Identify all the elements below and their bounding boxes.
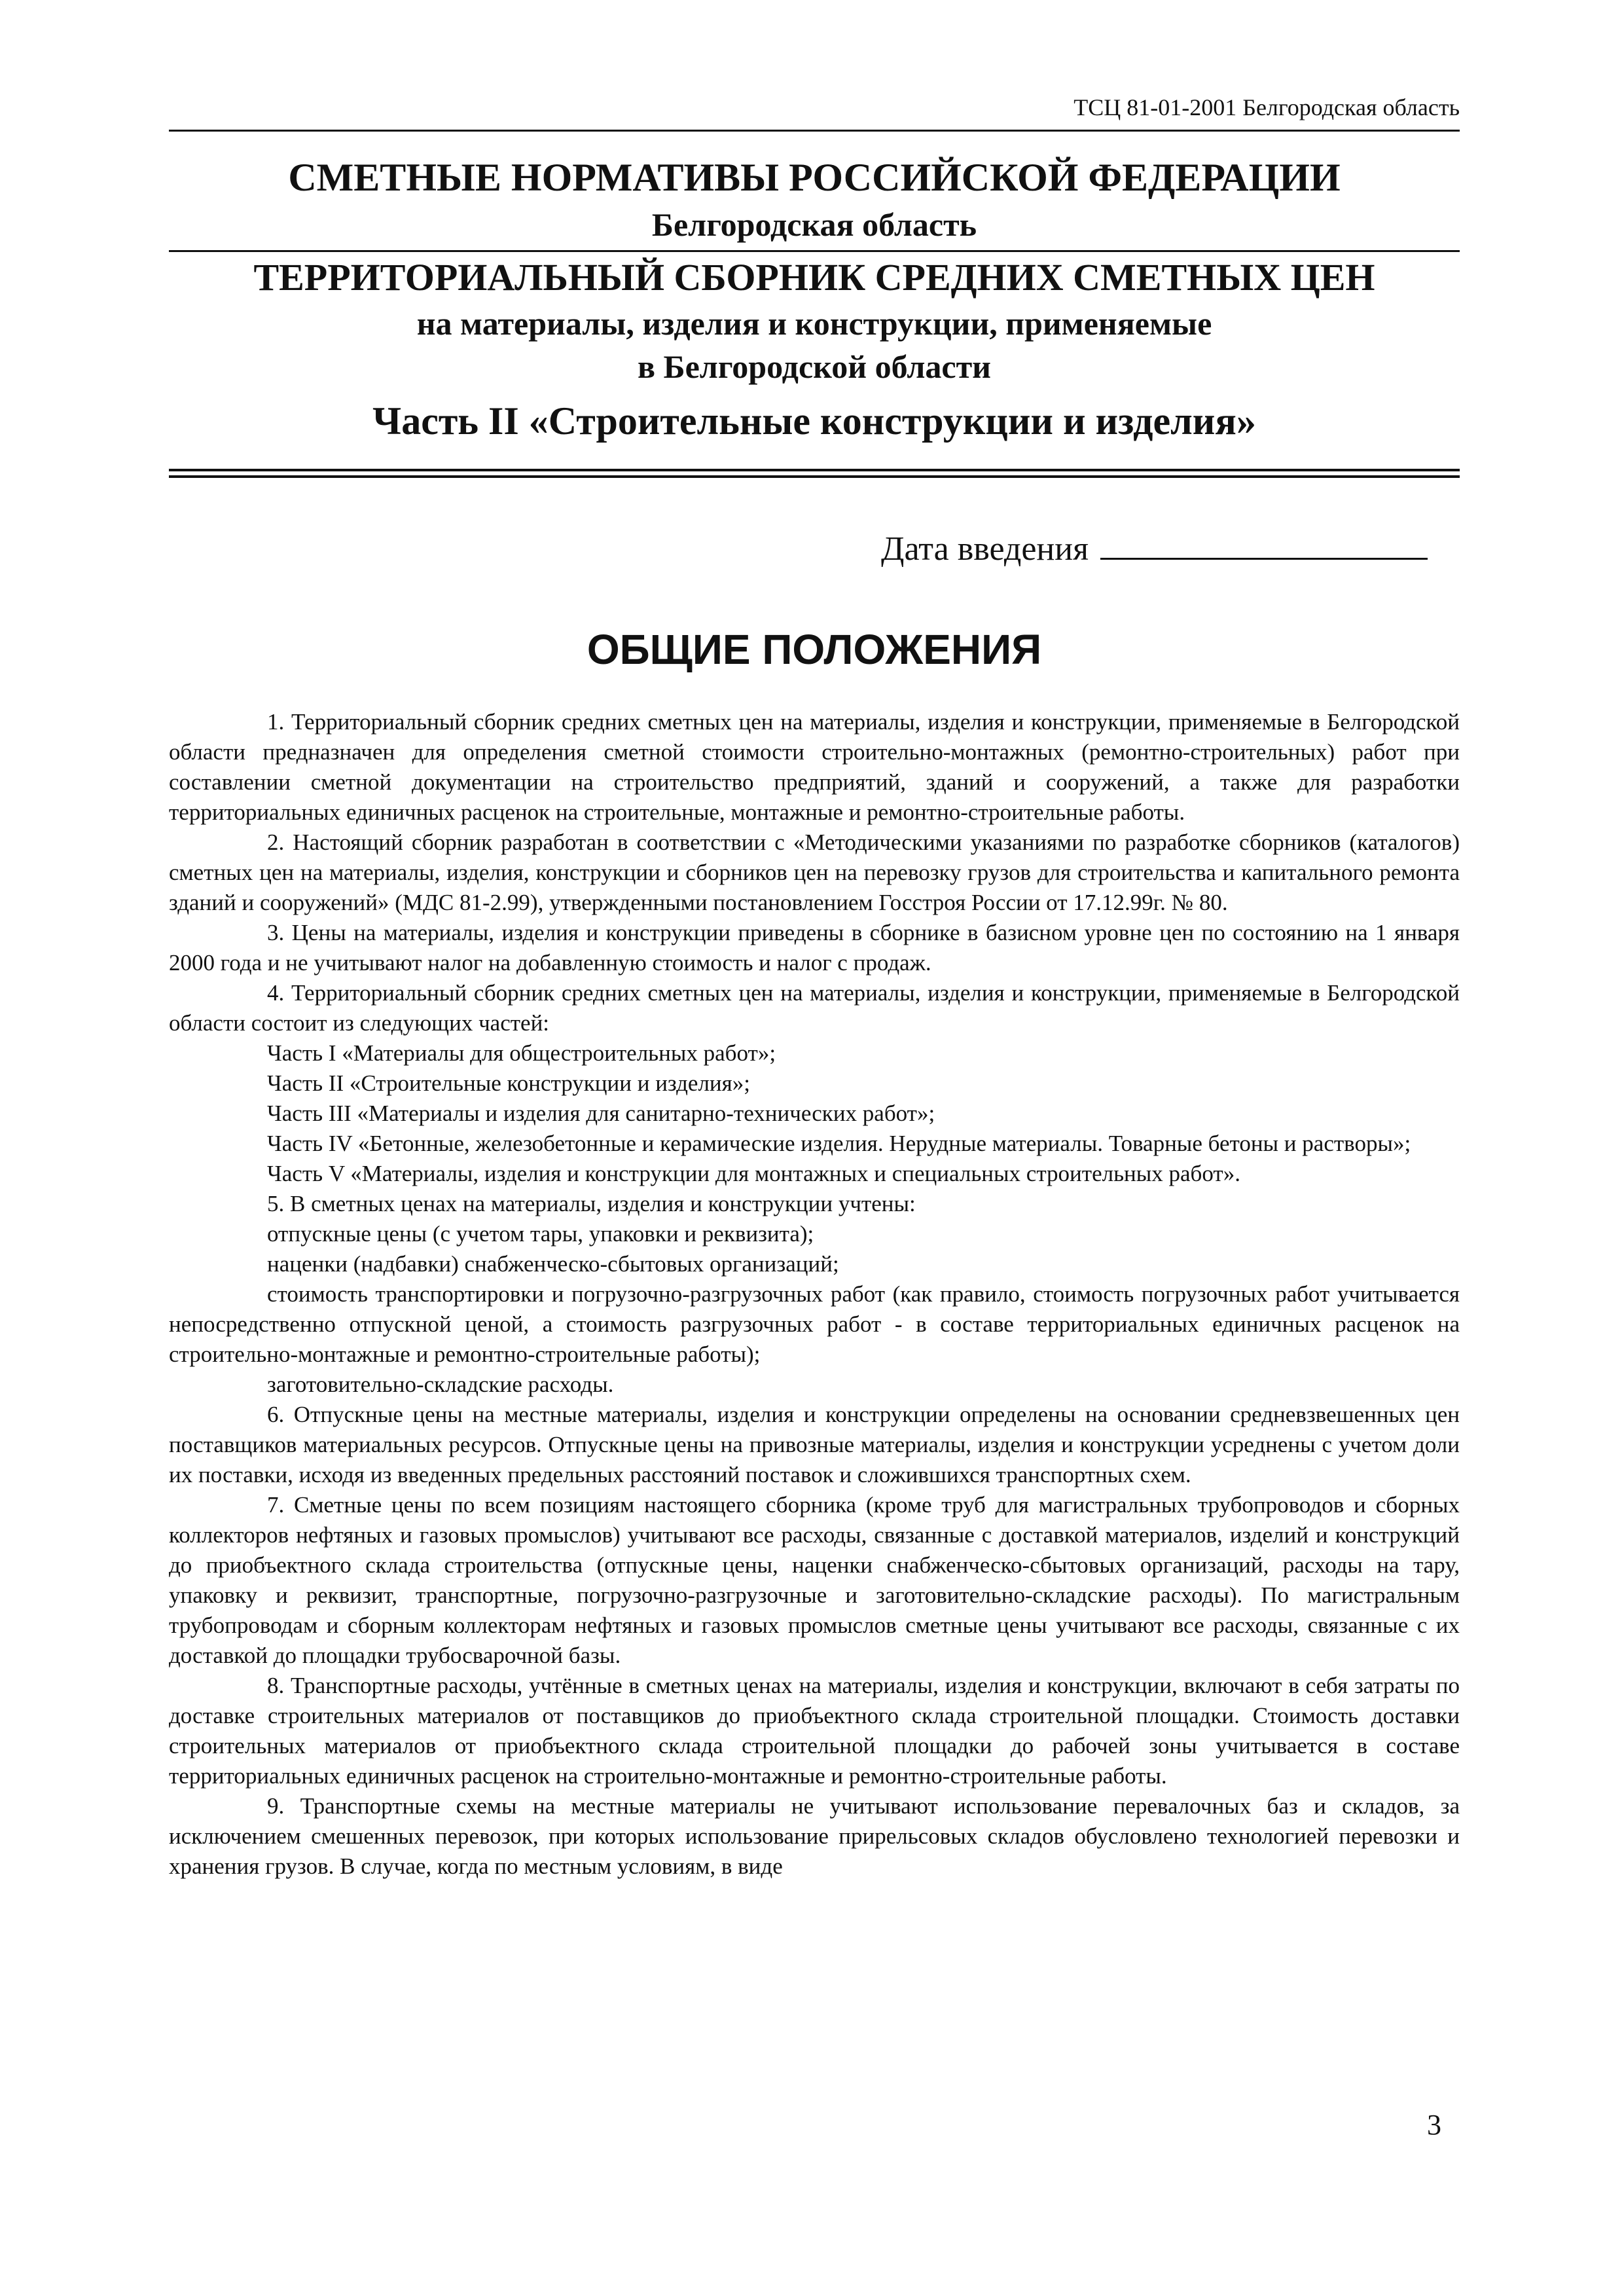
body-text: [169, 707, 1460, 1882]
paragraph: 3. Цены на материалы, изделия и конструкции приведены в сборнике в базисном уровне цен по состоянию на 1 января 2000 года и не учитывают налог на добавленную стоимость и налог с продаж.: [169, 920, 1460, 975]
paragraph: 1. Территориальный сборник средних сметных цен на материалы, изделия и конструкции, применяемые в Белгородской области предназначен для определения сметной стоимости строительно-монтажных (ремонтно-строительных) работ при составлении сметной документации на строительство предприятий, зданий и сооружений, а также для разработки территориальных единичных расценок на строительные, монтажные и ремонтно-строительные работы.: [169, 709, 1460, 825]
paragraph: 9. Транспортные схемы на местные материалы не учитывают использование перевалочных баз и складов, за исключением смешенных перевозок, при которых использование прирельсовых складов обусловлено технологией перевозки и хранения грузов. В случае, когда по местным условиям, в виде: [169, 1793, 1460, 1879]
paragraph: 2. Настоящий сборник разработан в соответствии с «Методическими указаниями по разработке сборников (каталогов) сметных цен на материалы, изделия, конструкции и сборников цен на перевозку грузов для строительства и капитального ремонта зданий и сооружений» (МДС 81-2.99), утвержденными постановлением Госстроя России от 17.12.99г. № 80.: [169, 829, 1460, 915]
paragraph: 6. Отпускные цены на местные материалы, изделия и конструкции определены на основании средневзвешенных цен поставщиков материальных ресурсов. Отпускные цены на привозные материалы, изделия и конструкции усреднены с учетом доли их поставки, исходя из введенных предельных расстояний поставок и сложившихся транспортных схем.: [169, 1402, 1460, 1487]
list-item-part: Часть II «Строительные конструкции и изделия»;: [267, 1070, 750, 1096]
title-block: [169, 152, 1460, 450]
double-rule-divider: [169, 469, 1460, 478]
list-item-part: Часть III «Материалы и изделия для санитарно-технических работ»;: [267, 1101, 935, 1126]
page-number: 3: [1427, 2109, 1441, 2141]
title-region: Белгородская область: [169, 203, 1460, 252]
title-subtitle-line1: на материалы, изделия и конструкции, применяемые: [416, 305, 1212, 342]
paragraph: 4. Территориальный сборник средних сметных цен на материалы, изделия и конструкции, применяемые в Белгородской области состоит из следующих частей:: [169, 980, 1460, 1036]
list-item: отпускные цены (с учетом тары, упаковки и реквизита);: [267, 1221, 814, 1247]
list-item-part: Часть V «Материалы, изделия и конструкции для монтажных и специальных строительных работ».: [267, 1161, 1240, 1186]
section-heading: ОБЩИЕ ПОЛОЖЕНИЯ: [586, 626, 1042, 673]
title-subtitle-line2: в Белгородской области: [638, 348, 991, 385]
list-item-part: Часть IV «Бетонные, железобетонные и керамические изделия. Нерудные материалы. Товарные бетоны и растворы»;: [267, 1131, 1411, 1156]
effective-date-label: Дата введения: [881, 530, 1089, 568]
list-item-part: Часть I «Материалы для общестроительных работ»;: [267, 1040, 776, 1066]
list-item: стоимость транспортировки и погрузочно-разгрузочных работ (как правило, стоимость погрузочных работ учитывается непосредственно отпускной ценой, а стоимость разгрузочных работ - в составе территориальных единичных расценок на строительно-монтажные и ремонтно-строительные работы);: [169, 1281, 1460, 1367]
running-header: ТСЦ 81-01-2001 Белгородская область: [169, 92, 1460, 132]
list-item: заготовительно-складские расходы.: [267, 1372, 614, 1397]
title-collection: ТЕРРИТОРИАЛЬНЫЙ СБОРНИК СРЕДНИХ СМЕТНЫХ ЦЕН: [253, 256, 1375, 299]
paragraph: 7. Сметные цены по всем позициям настоящего сборника (кроме труб для магистральных трубопроводов и сборных коллекторов нефтяных и газовых промыслов) учитывают все расходы, связанные с доставкой материалов, изделий и конструкций до приобъектного склада строительства (отпускные цены, наценки снабженческо-сбытовых организаций, расходы на тару, упаковку и реквизит, транспортные, погрузочно-разгрузочные и заготовительно-складские расходы). По магистральным трубопроводам и сборным коллекторам нефтяных и газовых промыслов сметные цены учитывают все расходы, связанные с их доставкой до площадки трубосварочной базы.: [169, 1492, 1460, 1668]
effective-date-line: [881, 524, 1428, 572]
paragraph: 8. Транспортные расходы, учтённые в сметных ценах на материалы, изделия и конструкции, включают в себя затраты по доставке строительных материалов от поставщиков до приобъектного склада строительной площадки. Стоимость доставки строительных материалов от приобъектного склада строительной площадки до рабочей зоны учитывается в составе территориальных единичных расценок на строительно-монтажные и ремонтно-строительные работы.: [169, 1673, 1460, 1789]
effective-date-blank: [1100, 524, 1428, 560]
list-item: наценки (надбавки) снабженческо-сбытовых организаций;: [267, 1251, 839, 1277]
paragraph: 5. В сметных ценах на материалы, изделия и конструкции учтены:: [267, 1191, 916, 1216]
title-part: Часть II «Строительные конструкции и изделия»: [372, 399, 1256, 443]
title-main: СМЕТНЫЕ НОРМАТИВЫ РОССИЙСКОЙ ФЕДЕРАЦИИ: [288, 156, 1341, 199]
